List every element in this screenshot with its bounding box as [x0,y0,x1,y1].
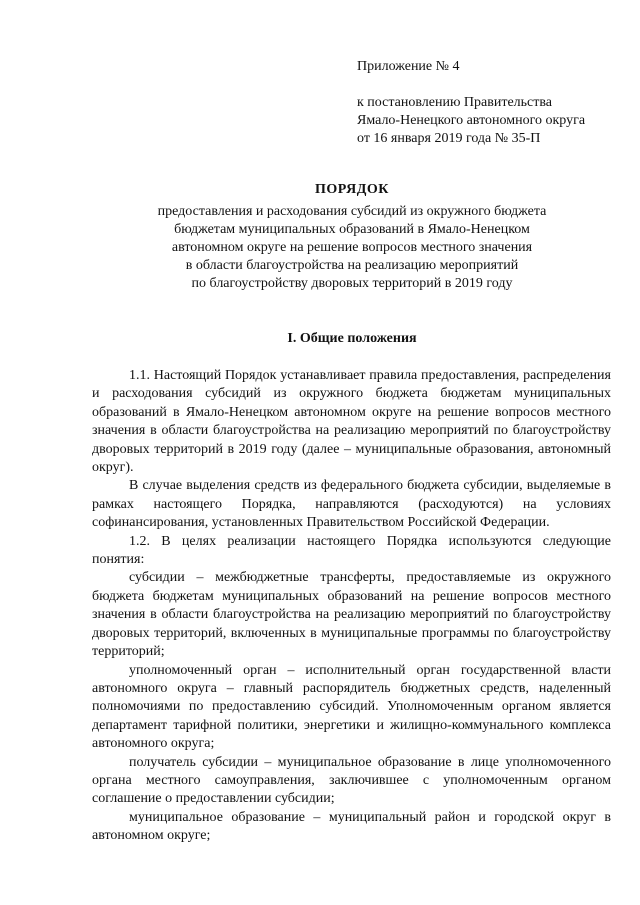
subtitle-line: автономном округе на решение вопросов местного значения [171,240,533,255]
appendix-header [357,58,627,148]
subtitle-line: по благоустройству дворовых территорий в 2019 году [191,276,513,291]
appendix-line: Ямало-Ненецкого автономного округа [357,113,586,128]
appendix-title: Приложение № 4 [357,59,460,74]
appendix-line: от 16 января 2019 года № 35-П [357,131,541,146]
paragraph: 1.1. Настоящий Порядок устанавливает правила предоставления, распределения и расходования субсидий из окружного бюджета бюджетам муниципальных образований в Ямало-Ненецком автономном округе на решение вопросов местного значения в области благоустройства на реализацию мероприятий по благоустройству дворовых территорий в 2019 году (далее – муниципальные образования, автономный округ). [92,368,611,476]
subtitle-line: предоставления и расходования субсидий из окружного бюджета [157,204,547,219]
section-heading: I. Общие положения [287,331,417,346]
document-title: ПОРЯДОК [315,182,389,197]
paragraph: уполномоченный орган – исполнительный орган государственной власти автономного округа – главный распорядитель бюджетных средств, наделенный полномочиями по предоставлению субсидий. Уполномоченным органом является департамент тарифной политики, энергетики и жилищно-коммунального комплекса автономного округа; [92,662,611,752]
document-title-block [92,181,612,293]
paragraph: 1.2. В целях реализации настоящего Порядка используются следующие понятия: [92,533,611,568]
paragraph: В случае выделения средств из федерального бюджета субсидии, выделяемые в рамках настоящего Порядка, направляются (расходуются) на условиях софинансирования, установленных Правительством Российской Федерации. [92,478,611,531]
body-text [92,367,611,846]
appendix-line: к постановлению Правительства [357,95,553,110]
paragraph: получатель субсидии – муниципальное образование в лице уполномоченного органа местного самоуправления, заключившее с уполномоченным органом соглашение о предоставлении субсидии; [92,754,611,807]
paragraph: субсидии – межбюджетные трансферты, предоставляемые из окружного бюджета бюджетам муниципальных образований на решение вопросов местного значения в области благоустройства на реализацию мероприятий по благоустройству дворовых территорий, включенных в муниципальные программы по благоустройству территорий; [92,570,611,660]
subtitle-line: в области благоустройства на реализацию мероприятий [185,258,519,273]
paragraph: муниципальное образование – муниципальный район и городской округ в автономном округе; [92,809,611,844]
subtitle-line: бюджетам муниципальных образований в Ямало-Ненецком [174,222,530,237]
